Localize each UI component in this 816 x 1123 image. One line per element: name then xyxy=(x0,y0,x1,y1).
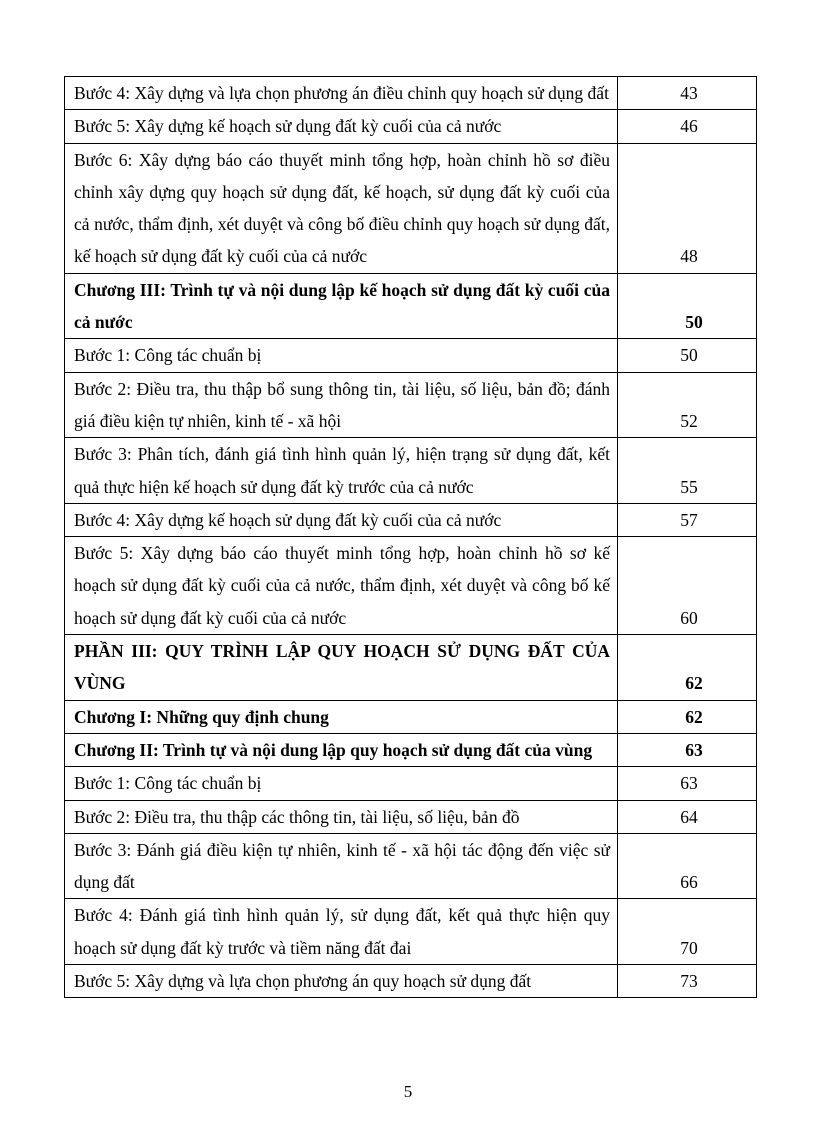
toc-row xyxy=(65,438,757,504)
toc-entry-title: Bước 5: Xây dựng và lựa chọn phương án quy hoạch sử dụng đất xyxy=(65,965,618,998)
toc-entry-page: 60 xyxy=(618,537,757,635)
toc-part-row xyxy=(65,635,757,701)
toc-entry-title: Bước 3: Đánh giá điều kiện tự nhiên, kinh tế - xã hội tác động đến việc sử dụng đất xyxy=(65,833,618,899)
toc-table xyxy=(64,76,757,998)
toc-entry-page: 46 xyxy=(618,110,757,143)
toc-row xyxy=(65,143,757,273)
toc-entry-title: Bước 1: Công tác chuẩn bị xyxy=(65,767,618,800)
toc-entry-title: Bước 1: Công tác chuẩn bị xyxy=(65,339,618,372)
toc-entry-page: 55 xyxy=(618,438,757,504)
toc-entry-page: 64 xyxy=(618,800,757,833)
toc-part-page: 62 xyxy=(618,635,757,701)
toc-entry-title: Bước 4: Xây dựng và lựa chọn phương án điều chỉnh quy hoạch sử dụng đất xyxy=(65,77,618,110)
toc-row xyxy=(65,899,757,965)
toc-chapter-page: 63 xyxy=(618,733,757,766)
toc-entry-title: Bước 3: Phân tích, đánh giá tình hình quản lý, hiện trạng sử dụng đất, kết quả thực hiện kế hoạch sử dụng đất kỳ trước của cả nước xyxy=(65,438,618,504)
toc-row xyxy=(65,339,757,372)
toc-chapter-row xyxy=(65,733,757,766)
toc-row xyxy=(65,800,757,833)
toc-entry-page: 63 xyxy=(618,767,757,800)
toc-entry-page: 50 xyxy=(618,339,757,372)
toc-row xyxy=(65,77,757,110)
toc-entry-title: Bước 2: Điều tra, thu thập bổ sung thông tin, tài liệu, số liệu, bản đồ; đánh giá điều kiện tự nhiên, kinh tế - xã hội xyxy=(65,372,618,438)
toc-entry-page: 48 xyxy=(618,143,757,273)
toc-row xyxy=(65,537,757,635)
toc-row xyxy=(65,833,757,899)
toc-entry-page: 73 xyxy=(618,965,757,998)
toc-entry-title: Bước 2: Điều tra, thu thập các thông tin, tài liệu, số liệu, bản đồ xyxy=(65,800,618,833)
toc-chapter-page: 50 xyxy=(618,273,757,339)
toc-chapter-title: Chương I: Những quy định chung xyxy=(65,700,618,733)
toc-entry-page: 57 xyxy=(618,503,757,536)
toc-entry-page: 66 xyxy=(618,833,757,899)
toc-row xyxy=(65,767,757,800)
toc-chapter-title: Chương II: Trình tự và nội dung lập quy hoạch sử dụng đất của vùng xyxy=(65,733,618,766)
toc-entry-page: 43 xyxy=(618,77,757,110)
toc-chapter-title: Chương III: Trình tự và nội dung lập kế hoạch sử dụng đất kỳ cuối của cả nước xyxy=(65,273,618,339)
page-number: 5 xyxy=(403,1082,413,1101)
toc-row xyxy=(65,503,757,536)
toc-chapter-row xyxy=(65,700,757,733)
toc-entry-title: Bước 5: Xây dựng báo cáo thuyết minh tổng hợp, hoàn chỉnh hồ sơ kế hoạch sử dụng đất kỳ cuối của cả nước, thẩm định, xét duyệt và công bố kế hoạch sử dụng đất kỳ cuối của cả nước xyxy=(65,537,618,635)
toc-chapter-row xyxy=(65,273,757,339)
toc-entry-title: Bước 4: Đánh giá tình hình quản lý, sử dụng đất, kết quả thực hiện quy hoạch sử dụng đất kỳ trước và tiềm năng đất đai xyxy=(65,899,618,965)
toc-row xyxy=(65,110,757,143)
toc-entry-page: 70 xyxy=(618,899,757,965)
toc-row xyxy=(65,372,757,438)
toc-entry-page: 52 xyxy=(618,372,757,438)
toc-chapter-page: 62 xyxy=(618,700,757,733)
toc-row xyxy=(65,965,757,998)
toc-part-title: PHẦN III: QUY TRÌNH LẬP QUY HOẠCH SỬ DỤNG ĐẤT CỦA VÙNG xyxy=(65,635,618,701)
toc-entry-title: Bước 6: Xây dựng báo cáo thuyết minh tổng hợp, hoàn chỉnh hồ sơ điều chỉnh xây dựng quy hoạch sử dụng đất, kế hoạch, sử dụng đất kỳ cuối của cả nước, thẩm định, xét duyệt và công bố điều chỉnh quy hoạch sử dụng đất, kế hoạch sử dụng đất kỳ cuối của cả nước xyxy=(65,143,618,273)
toc-entry-title: Bước 5: Xây dựng kế hoạch sử dụng đất kỳ cuối của cả nước xyxy=(65,110,618,143)
toc-entry-title: Bước 4: Xây dựng kế hoạch sử dụng đất kỳ cuối của cả nước xyxy=(65,503,618,536)
